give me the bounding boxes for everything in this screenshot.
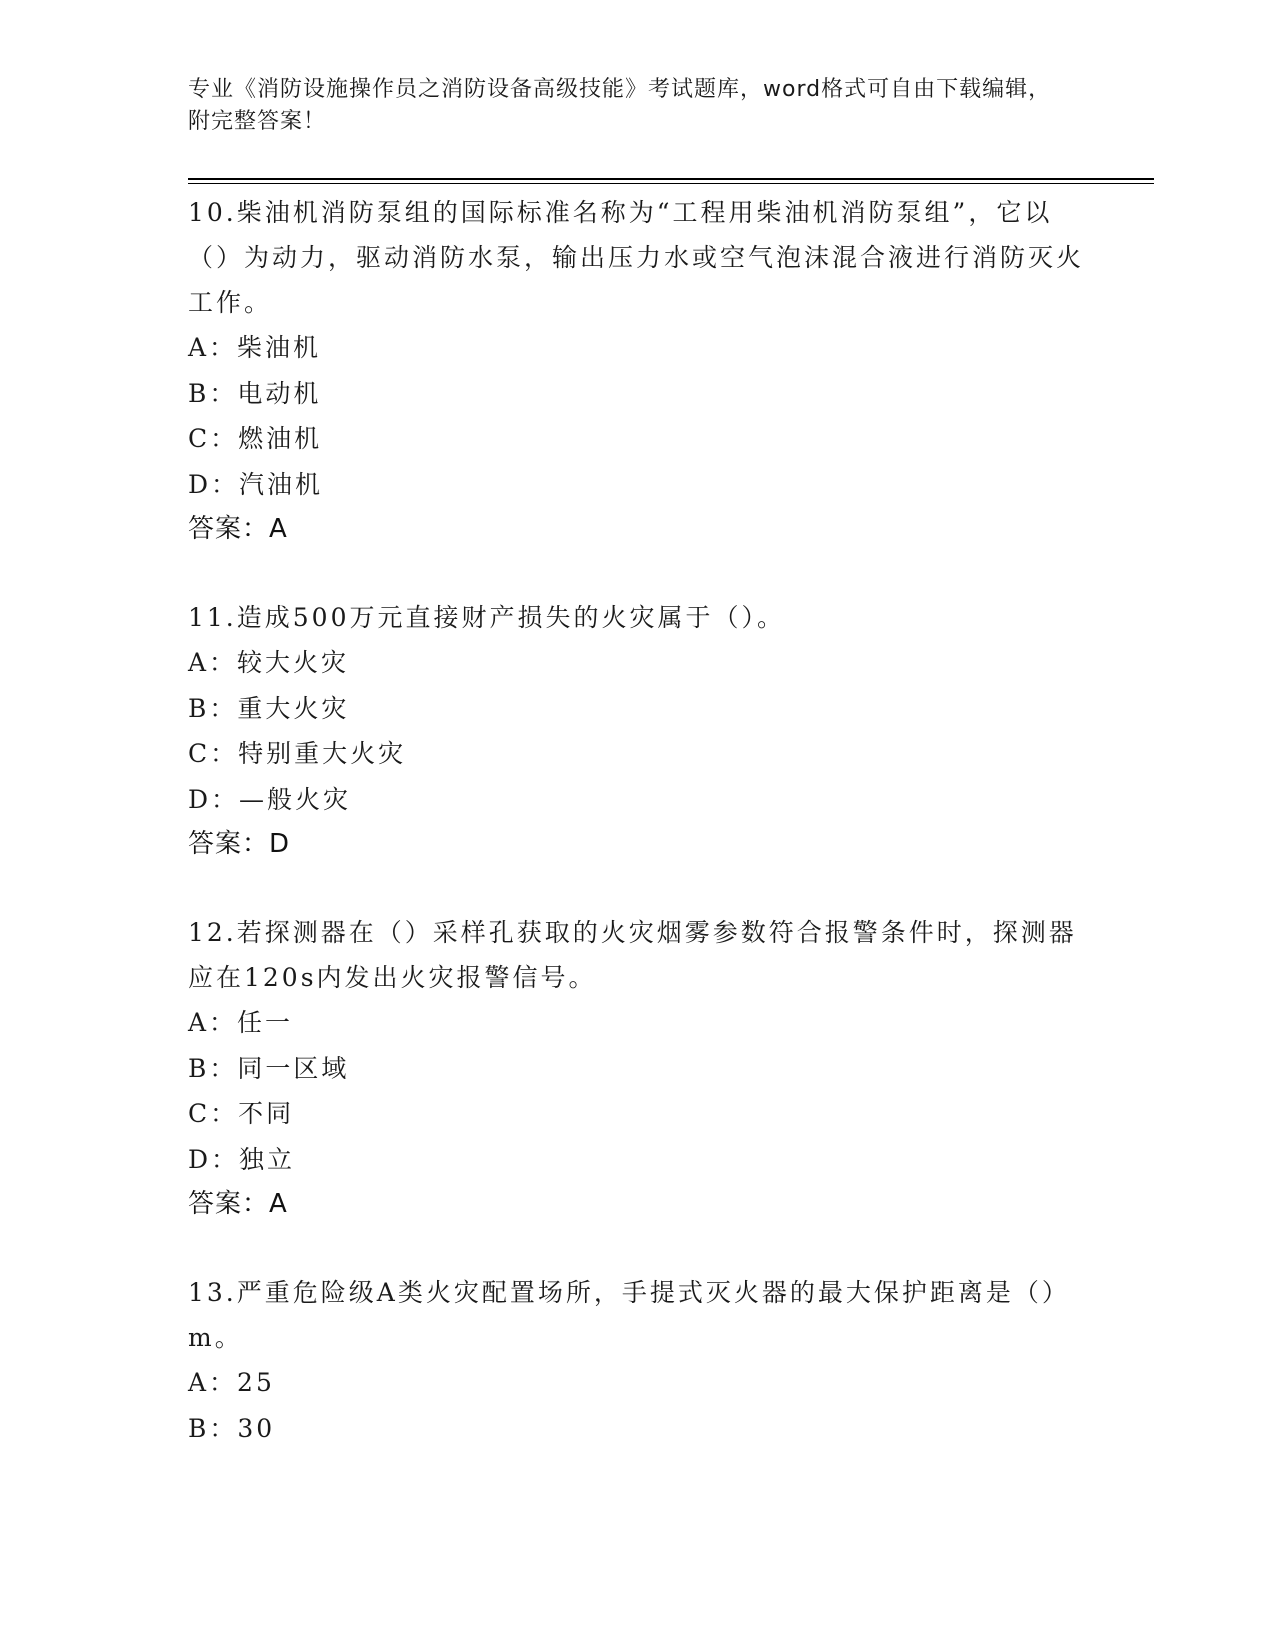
option-a: A：25 (188, 1368, 275, 1397)
option-c: C：不同 (188, 1099, 295, 1128)
answer-text: 答案：A (188, 514, 288, 544)
option-b: B：30 (188, 1413, 276, 1443)
header-rule-thin (188, 183, 1154, 184)
question-text: 12.若探测器在（）采样孔获取的火灾烟雾参数符合报警条件时，探测器应在120s内发出火灾报警信号。 (188, 918, 1077, 992)
question-list (188, 190, 1088, 1494)
question-text: 11.造成500万元直接财产损失的火灾属于（）。 (188, 603, 785, 632)
option-b: B：同一区域 (188, 1053, 350, 1083)
option-d: D：汽油机 (188, 469, 324, 499)
option-d: D：独立 (188, 1144, 296, 1174)
document-header: 专业《消防设施操作员之消防设备高级技能》考试题库，word格式可自由下载编辑，附完整答案！ (188, 77, 1052, 134)
answer-text: 答案：A (188, 1189, 288, 1219)
question-item (188, 910, 1088, 1227)
option-a: A：柴油机 (188, 333, 322, 362)
question-item (188, 1270, 1088, 1451)
answer-text: 答案：D (188, 829, 291, 859)
option-b: B：重大火灾 (188, 693, 350, 723)
option-c: C：特别重大火灾 (188, 739, 407, 768)
question-text: 13.严重危险级A类火灾配置场所，手提式灭火器的最大保护距离是（）m。 (188, 1278, 1070, 1352)
question-text: 10.柴油机消防泵组的国际标准名称为“工程用柴油机消防泵组”，它以（）为动力，驱动消防水泵，输出压力水或空气泡沫混合液进行消防灭火工作。 (188, 198, 1085, 317)
option-c: C：燃油机 (188, 424, 323, 453)
option-a: A：较大火灾 (188, 648, 350, 677)
question-item (188, 595, 1088, 867)
header-rule-thick (188, 178, 1154, 180)
question-item (188, 190, 1088, 552)
option-b: B：电动机 (188, 378, 322, 408)
option-d: D：—般火灾 (188, 784, 352, 814)
option-a: A：任一 (188, 1008, 294, 1037)
